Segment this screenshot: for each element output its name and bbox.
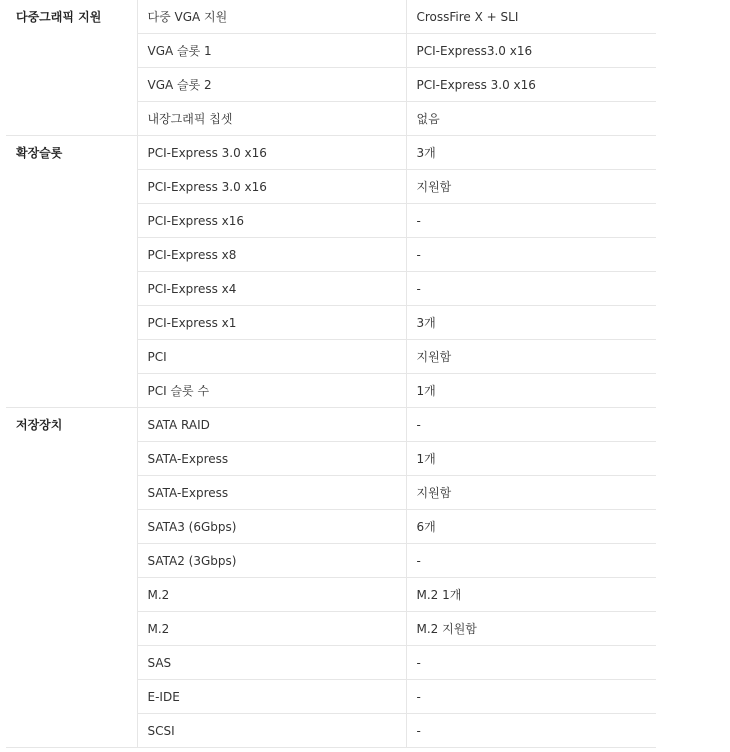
spec-label: PCI-Express x8 bbox=[137, 238, 406, 272]
spec-value: - bbox=[406, 204, 656, 238]
spec-value: - bbox=[406, 646, 656, 680]
spec-label: SATA-Express bbox=[137, 442, 406, 476]
spec-value: - bbox=[406, 544, 656, 578]
spec-label: SATA3 (6Gbps) bbox=[137, 510, 406, 544]
spec-row bbox=[6, 0, 656, 34]
spec-value: PCI-Express3.0 x16 bbox=[406, 34, 656, 68]
spec-label: 다중 VGA 지원 bbox=[137, 0, 406, 34]
spec-label: PCI-Express x16 bbox=[137, 204, 406, 238]
spec-value: 3개 bbox=[406, 306, 656, 340]
spec-label: VGA 슬롯 2 bbox=[137, 68, 406, 102]
spec-value: - bbox=[406, 680, 656, 714]
spec-value: - bbox=[406, 408, 656, 442]
spec-table bbox=[6, 0, 656, 748]
spec-value: 1개 bbox=[406, 374, 656, 408]
spec-value: 3개 bbox=[406, 136, 656, 170]
spec-row bbox=[6, 408, 656, 442]
spec-row bbox=[6, 136, 656, 170]
spec-label: E-IDE bbox=[137, 680, 406, 714]
spec-value: - bbox=[406, 714, 656, 748]
spec-label: SAS bbox=[137, 646, 406, 680]
spec-label: SCSI bbox=[137, 714, 406, 748]
spec-value: 지원함 bbox=[406, 170, 656, 204]
spec-value: 지원함 bbox=[406, 340, 656, 374]
spec-value: 지원함 bbox=[406, 476, 656, 510]
spec-value: CrossFire X + SLI bbox=[406, 0, 656, 34]
section-title: 저장장치 bbox=[6, 408, 137, 748]
spec-label: PCI-Express 3.0 x16 bbox=[137, 136, 406, 170]
spec-label: PCI-Express x4 bbox=[137, 272, 406, 306]
spec-value: PCI-Express 3.0 x16 bbox=[406, 68, 656, 102]
spec-label: PCI bbox=[137, 340, 406, 374]
spec-table-body bbox=[6, 0, 656, 748]
section-title: 다중그래픽 지원 bbox=[6, 0, 137, 136]
spec-value: M.2 지원함 bbox=[406, 612, 656, 646]
spec-label: SATA2 (3Gbps) bbox=[137, 544, 406, 578]
spec-value: - bbox=[406, 272, 656, 306]
spec-label: M.2 bbox=[137, 612, 406, 646]
spec-label: SATA-Express bbox=[137, 476, 406, 510]
spec-value: 6개 bbox=[406, 510, 656, 544]
spec-label: 내장그래픽 칩셋 bbox=[137, 102, 406, 136]
spec-label: M.2 bbox=[137, 578, 406, 612]
spec-label: SATA RAID bbox=[137, 408, 406, 442]
section-title: 확장슬롯 bbox=[6, 136, 137, 408]
spec-value: 1개 bbox=[406, 442, 656, 476]
spec-label: PCI-Express 3.0 x16 bbox=[137, 170, 406, 204]
spec-label: VGA 슬롯 1 bbox=[137, 34, 406, 68]
spec-label: PCI 슬롯 수 bbox=[137, 374, 406, 408]
spec-value: M.2 1개 bbox=[406, 578, 656, 612]
spec-value: 없음 bbox=[406, 102, 656, 136]
spec-value: - bbox=[406, 238, 656, 272]
spec-label: PCI-Express x1 bbox=[137, 306, 406, 340]
